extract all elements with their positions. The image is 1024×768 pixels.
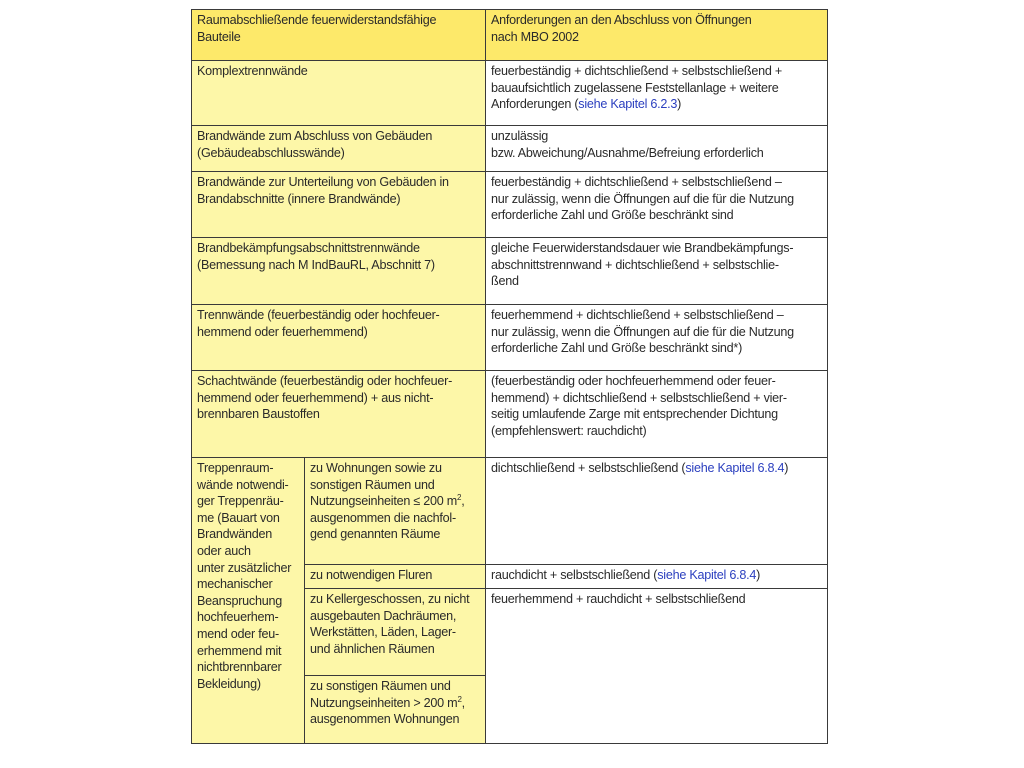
row-component: Schachtwände (feuerbeständig oder hochfeuer- hemmend oder feuerhemmend) + aus nicht- brennbaren Baustoffen xyxy=(192,371,486,458)
row-requirement: dichtschließend + selbstschließend (siehe Kapitel 6.8.4) xyxy=(486,458,828,565)
table-row xyxy=(192,458,828,565)
stair-sub-basements: zu Kellergeschossen, zu nicht ausgebauten Dachräumen, Werkstätten, Läden, Lager- und ähnlichen Räumen xyxy=(305,589,486,676)
row-component: Komplextrennwände xyxy=(192,61,486,126)
chapter-reference-link[interactable]: siehe Kapitel 6.2.3 xyxy=(578,97,678,112)
stair-sub-corridors: zu notwendigen Fluren xyxy=(305,565,486,589)
requirements-table xyxy=(191,9,828,744)
table-header-row xyxy=(192,10,828,61)
header-requirements: Anforderungen an den Abschluss von Öffnungen nach MBO 2002 xyxy=(486,10,828,61)
row-component: Brandwände zur Unterteilung von Gebäuden in Brandabschnitte (innere Brandwände) xyxy=(192,172,486,238)
chapter-reference-link[interactable]: siehe Kapitel 6.8.4 xyxy=(657,568,757,582)
table-row xyxy=(192,305,828,371)
row-requirement: feuerbeständig + dichtschließend + selbstschließend – nur zulässig, wenn die Öffnungen auf die für die Nutzung erforderliche Zahl und Größe beschränkt sind xyxy=(486,172,828,238)
stairwell-walls-cell: Treppenraum- wände notwendi- ger Treppenräu- me (Bauart von Brandwänden oder auch unter zusätzlicher mechanischer Beanspruchung hochfeuerhem- mend oder feu- erhemmend mit nichtbrennbarer Bekleidung) xyxy=(192,458,305,744)
row-component: Trennwände (feuerbeständig oder hochfeuer- hemmend oder feuerhemmend) xyxy=(192,305,486,371)
stair-sub-apartments: zu Wohnungen sowie zu sonstigen Räumen und Nutzungseinheiten ≤ 200 $m^2$, ausgenommen die nachfol- gend genannten Räume xyxy=(305,458,486,565)
chapter-reference-link[interactable]: siehe Kapitel 6.8.4 xyxy=(685,461,785,475)
row-component: Brandbekämpfungsabschnittstrennwände (Bemessung nach M IndBauRL, Abschnitt 7) xyxy=(192,238,486,305)
table-row xyxy=(192,61,828,126)
stair-sub-other-rooms: zu sonstigen Räumen und Nutzungseinheiten > 200 $m^2$, ausgenommen Wohnungen xyxy=(305,676,486,744)
table-row xyxy=(192,371,828,458)
row-requirement: feuerhemmend + dichtschließend + selbstschließend – nur zulässig, wenn die Öffnungen auf die für die Nutzung erforderliche Zahl und Größe beschränkt sind*) xyxy=(486,305,828,371)
row-requirement: rauchdicht + selbstschließend (siehe Kapitel 6.8.4) xyxy=(486,565,828,589)
row-requirement: (feuerbeständig oder hochfeuerhemmend oder feuer- hemmend) + dichtschließend + selbstschließend + vier- seitig umlaufende Zarge mit entsprechender Dichtung (empfehlenswert: rauchdicht) xyxy=(486,371,828,458)
table-row xyxy=(192,238,828,305)
row-component: Brandwände zum Abschluss von Gebäuden (Gebäudeabschlusswände) xyxy=(192,126,486,172)
row-requirement: feuerbeständig + dichtschließend + selbstschließend + bauaufsichtlich zugelassene Feststellanlage + weitere Anforderungen (siehe Kapitel 6.2.3) xyxy=(486,61,828,126)
row-requirement: gleiche Feuerwiderstandsdauer wie Brandbekämpfungs- abschnittstrennwand + dichtschließend + selbstschlie- ßend xyxy=(486,238,828,305)
header-components: Raumabschließende feuerwiderstandsfähige Bauteile xyxy=(192,10,486,61)
row-requirement: feuerhemmend + rauchdicht + selbstschließend xyxy=(486,589,828,744)
table-row xyxy=(192,126,828,172)
row-requirement: unzulässig bzw. Abweichung/Ausnahme/Befreiung erforderlich xyxy=(486,126,828,172)
table-row xyxy=(192,172,828,238)
